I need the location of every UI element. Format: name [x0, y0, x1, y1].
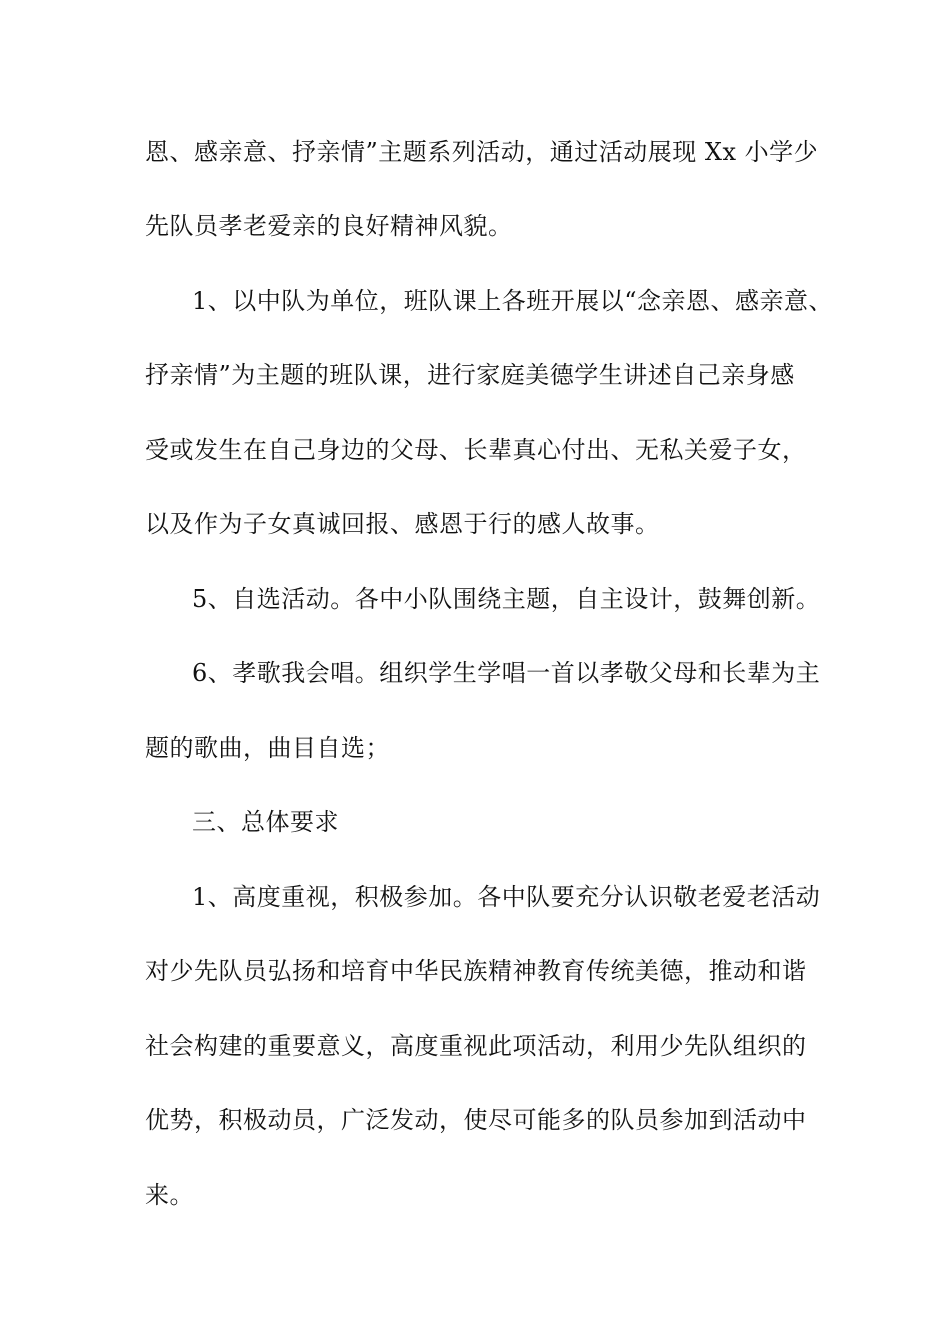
section-heading: 三、总体要求	[192, 808, 339, 836]
text-line: 先队员孝老爱亲的良好精神风貌。	[145, 212, 513, 240]
text-line: 对少先队员弘扬和培育中华民族精神教育传统美德，推动和谐	[145, 957, 807, 985]
text-line: 1、高度重视，积极参加。各中队要充分认识敬老爱老活动	[192, 883, 821, 911]
text-line: 优势，积极动员，广泛发动，使尽可能多的队员参加到活动中	[145, 1106, 807, 1134]
text-line: 恩、感亲意、抒亲情”主题系列活动，通过活动展现 Xx 小学少	[145, 138, 819, 166]
text-line: 题的歌曲，曲目自选；	[145, 734, 390, 762]
text-line: 6、孝歌我会唱。组织学生学唱一首以孝敬父母和长辈为主	[192, 659, 821, 687]
text-line: 抒亲情”为主题的班队课，进行家庭美德学生讲述自己亲身感	[145, 361, 795, 389]
text-line: 社会构建的重要意义，高度重视此项活动，利用少先队组织的	[145, 1032, 807, 1060]
text-line: 1、以中队为单位，班队课上各班开展以“念亲恩、感亲意、	[192, 287, 834, 315]
text-line: 来。	[145, 1181, 194, 1209]
text-line: 受或发生在自己身边的父母、长辈真心付出、无私关爱子女，	[145, 436, 807, 464]
text-line: 以及作为子女真诚回报、感恩于行的感人故事。	[145, 510, 660, 538]
text-line: 5、自选活动。各中小队围绕主题，自主设计，鼓舞创新。	[192, 585, 821, 613]
